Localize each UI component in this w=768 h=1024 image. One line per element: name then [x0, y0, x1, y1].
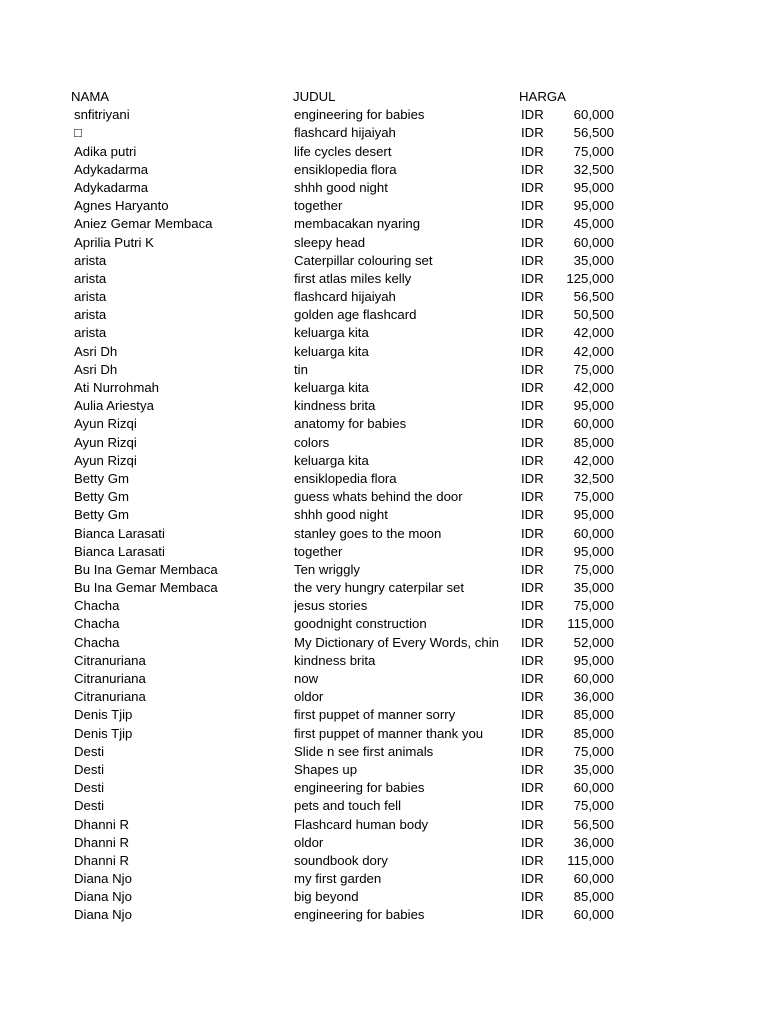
table-row — [0, 816, 768, 834]
row-name: Bu Ina Gemar Membaca — [74, 580, 218, 596]
row-currency: IDR — [521, 816, 544, 832]
row-currency: IDR — [521, 216, 544, 232]
row-price: 95,000 — [573, 179, 614, 195]
row-title: Shapes up — [294, 761, 358, 777]
table-row — [0, 597, 768, 615]
row-name: Betty Gm — [74, 470, 129, 486]
row-currency: IDR — [521, 179, 544, 195]
row-price: 95,000 — [573, 198, 614, 214]
table-row — [0, 561, 768, 579]
table-row — [0, 761, 768, 779]
table-row — [0, 543, 768, 561]
row-title: first puppet of manner thank you — [294, 725, 484, 741]
row-name: arista — [74, 307, 107, 323]
row-name: arista — [74, 289, 107, 305]
row-currency: IDR — [521, 761, 544, 777]
row-title: Caterpillar colouring set — [294, 252, 433, 268]
row-title: oldor — [294, 834, 324, 850]
row-currency: IDR — [521, 671, 544, 686]
table-row — [0, 324, 768, 342]
table-row — [0, 852, 768, 870]
row-currency: IDR — [521, 616, 544, 632]
row-title: shhh good night — [294, 507, 388, 523]
row-title: my first garden — [294, 871, 382, 887]
table-row — [0, 506, 768, 524]
row-name: Diana Njo — [74, 907, 132, 923]
row-name: arista — [74, 270, 107, 286]
row-title: membacakan nyaring — [294, 216, 421, 232]
row-name: Aniez Gemar Membaca — [74, 216, 213, 232]
row-name: Ayun Rizqi — [74, 452, 137, 468]
table-row — [0, 343, 768, 361]
table-row — [0, 652, 768, 670]
row-currency: IDR — [521, 470, 544, 486]
header-title: JUDUL — [293, 89, 336, 104]
table-row — [0, 470, 768, 488]
row-price: 42,000 — [573, 343, 614, 359]
row-currency: IDR — [521, 434, 544, 450]
row-currency: IDR — [521, 725, 544, 741]
row-currency: IDR — [521, 143, 544, 159]
table-row — [0, 579, 768, 597]
row-title: kindness brita — [294, 652, 376, 668]
row-currency: IDR — [521, 834, 544, 850]
row-name: Adika putri — [74, 143, 137, 159]
row-currency: IDR — [521, 252, 544, 268]
row-currency: IDR — [521, 907, 544, 923]
header-name: NAMA — [71, 89, 110, 104]
row-currency: IDR — [521, 307, 544, 323]
row-currency: IDR — [521, 289, 544, 305]
row-name: arista — [74, 325, 107, 341]
row-price: 60,000 — [573, 234, 614, 250]
table-row — [0, 670, 768, 688]
row-name: Aprilia Putri K — [74, 234, 154, 250]
row-name: Desti — [74, 798, 105, 814]
row-name: Chacha — [74, 634, 120, 650]
row-price: 36,000 — [573, 834, 614, 850]
row-title: shhh good night — [294, 179, 388, 195]
row-currency: IDR — [521, 507, 544, 523]
row-name: arista — [74, 252, 107, 268]
table-row — [0, 688, 768, 706]
row-title: oldor — [294, 689, 324, 705]
row-price: 95,000 — [573, 652, 614, 668]
row-title: flashcard hijaiyah — [294, 125, 396, 141]
row-name: Betty Gm — [74, 489, 129, 505]
row-price: 42,000 — [573, 325, 614, 341]
row-title: soundbook dory — [294, 852, 388, 868]
row-title: keluarga kita — [294, 452, 369, 468]
row-price: 35,000 — [573, 252, 614, 268]
row-currency: IDR — [521, 525, 544, 541]
table-row — [0, 288, 768, 306]
row-title: engineering for babies — [294, 907, 425, 923]
row-price: 60,000 — [573, 907, 614, 923]
table-row — [0, 124, 768, 142]
row-name: Desti — [74, 743, 105, 759]
row-price: 85,000 — [573, 434, 614, 450]
row-title: kindness brita — [294, 398, 376, 414]
row-currency: IDR — [521, 871, 544, 887]
row-title: tin — [294, 361, 308, 377]
row-price: 56,500 — [573, 289, 614, 305]
row-price: 60,000 — [573, 780, 614, 796]
table-row — [0, 143, 768, 161]
row-currency: IDR — [521, 361, 544, 377]
row-currency: IDR — [521, 580, 544, 596]
row-name: Bianca Larasati — [74, 543, 165, 559]
table-row — [0, 725, 768, 743]
row-currency: IDR — [521, 561, 544, 577]
row-price: 52,000 — [573, 634, 614, 650]
row-currency: IDR — [521, 125, 544, 141]
table-row — [0, 834, 768, 852]
row-currency: IDR — [521, 198, 544, 214]
row-currency: IDR — [521, 652, 544, 668]
row-currency: IDR — [521, 707, 544, 723]
row-price: 115,000 — [567, 852, 614, 868]
row-currency: IDR — [521, 343, 544, 359]
row-title: keluarga kita — [294, 380, 369, 395]
row-price: 85,000 — [573, 725, 614, 741]
row-name: Dhanni R — [74, 816, 129, 832]
spreadsheet-table — [0, 88, 768, 925]
row-title: first puppet of manner sorry — [294, 707, 456, 723]
table-row — [0, 634, 768, 652]
row-currency: IDR — [521, 380, 544, 395]
row-name: Denis Tjip — [74, 725, 133, 741]
row-price: 95,000 — [573, 507, 614, 523]
table-row — [0, 106, 768, 124]
row-currency: IDR — [521, 234, 544, 250]
row-currency: IDR — [521, 452, 544, 468]
header-price: HARGA — [519, 89, 566, 104]
row-price: 60,000 — [573, 671, 614, 686]
row-title: pets and touch fell — [294, 798, 402, 814]
row-name: Desti — [74, 761, 105, 777]
row-price: 75,000 — [573, 489, 614, 505]
row-price: 75,000 — [573, 743, 614, 759]
row-currency: IDR — [521, 889, 544, 905]
row-price: 60,000 — [573, 525, 614, 541]
table-row — [0, 452, 768, 470]
table-row — [0, 525, 768, 543]
row-price: 95,000 — [573, 398, 614, 414]
row-title: life cycles desert — [294, 143, 392, 159]
row-currency: IDR — [521, 489, 544, 505]
row-name: Asri Dh — [74, 343, 118, 359]
row-name: Asri Dh — [74, 361, 118, 377]
row-title: together — [294, 543, 343, 559]
row-title: ensiklopedia flora — [294, 470, 397, 486]
row-price: 75,000 — [573, 143, 614, 159]
row-title: now — [294, 671, 319, 686]
table-row — [0, 779, 768, 797]
row-name: Aulia Ariestya — [74, 398, 154, 414]
row-title: sleepy head — [294, 234, 366, 250]
row-currency: IDR — [521, 270, 544, 286]
row-name: Chacha — [74, 598, 120, 614]
row-title: Ten wriggly — [294, 561, 360, 577]
row-price: 75,000 — [573, 798, 614, 814]
table-row — [0, 415, 768, 433]
table-row — [0, 197, 768, 215]
row-name: Ayun Rizqi — [74, 434, 137, 450]
row-title: flashcard hijaiyah — [294, 289, 396, 305]
row-currency: IDR — [521, 798, 544, 814]
row-title: anatomy for babies — [294, 416, 407, 432]
row-name: □ — [74, 125, 82, 141]
row-price: 32,500 — [573, 470, 614, 486]
row-title: My Dictionary of Every Words, chin — [294, 634, 499, 650]
row-title: engineering for babies — [294, 780, 425, 796]
row-name: Adykadarma — [74, 179, 149, 195]
row-name: Denis Tjip — [74, 707, 133, 723]
table-row — [0, 488, 768, 506]
row-price: 35,000 — [573, 580, 614, 596]
row-price: 60,000 — [573, 107, 614, 123]
table-body — [0, 106, 768, 924]
row-name: Ati Nurrohmah — [74, 380, 160, 395]
table-row — [0, 870, 768, 888]
row-price: 35,000 — [573, 761, 614, 777]
row-currency: IDR — [521, 325, 544, 341]
row-name: Diana Njo — [74, 889, 132, 905]
row-currency: IDR — [521, 780, 544, 796]
table-row — [0, 215, 768, 233]
row-name: Dhanni R — [74, 834, 129, 850]
row-currency: IDR — [521, 416, 544, 432]
row-title: guess whats behind the door — [294, 489, 463, 505]
row-title: keluarga kita — [294, 343, 369, 359]
row-price: 42,000 — [573, 452, 614, 468]
row-title: colors — [294, 434, 330, 450]
table-row — [0, 161, 768, 179]
row-price: 60,000 — [573, 871, 614, 887]
row-name: Ayun Rizqi — [74, 416, 137, 432]
row-title: ensiklopedia flora — [294, 161, 397, 177]
row-title: Flashcard human body — [294, 816, 429, 832]
row-price: 95,000 — [573, 543, 614, 559]
row-name: Citranuriana — [74, 689, 146, 705]
row-name: Diana Njo — [74, 871, 132, 887]
row-name: snfitriyani — [74, 107, 130, 123]
row-title: jesus stories — [294, 598, 368, 614]
row-price: 42,000 — [573, 380, 614, 395]
header-row — [0, 88, 768, 106]
table-row — [0, 615, 768, 633]
row-currency: IDR — [521, 689, 544, 705]
row-currency: IDR — [521, 398, 544, 414]
row-name: Adykadarma — [74, 161, 149, 177]
row-price: 36,000 — [573, 689, 614, 705]
row-title: Slide n see first animals — [294, 743, 434, 759]
row-price: 85,000 — [573, 707, 614, 723]
row-title: the very hungry caterpilar set — [294, 580, 465, 596]
row-currency: IDR — [521, 161, 544, 177]
table-row — [0, 361, 768, 379]
table-row — [0, 706, 768, 724]
row-name: Betty Gm — [74, 507, 129, 523]
table-row — [0, 379, 768, 397]
table-row — [0, 252, 768, 270]
row-price: 32,500 — [573, 161, 614, 177]
row-price: 125,000 — [566, 270, 614, 286]
row-currency: IDR — [521, 852, 544, 868]
table-row — [0, 306, 768, 324]
table-row — [0, 234, 768, 252]
row-name: Bu Ina Gemar Membaca — [74, 561, 218, 577]
table-row — [0, 179, 768, 197]
row-title: engineering for babies — [294, 107, 425, 123]
table-row — [0, 434, 768, 452]
row-currency: IDR — [521, 634, 544, 650]
table-row — [0, 797, 768, 815]
table-row — [0, 743, 768, 761]
row-name: Citranuriana — [74, 652, 146, 668]
row-currency: IDR — [521, 107, 544, 123]
row-title: golden age flashcard — [294, 307, 417, 323]
row-price: 45,000 — [573, 216, 614, 232]
row-title: keluarga kita — [294, 325, 369, 341]
row-currency: IDR — [521, 543, 544, 559]
row-title: stanley goes to the moon — [294, 525, 442, 541]
row-price: 75,000 — [573, 561, 614, 577]
row-name: Dhanni R — [74, 852, 129, 868]
row-price: 56,500 — [573, 125, 614, 141]
row-title: goodnight construction — [294, 616, 427, 632]
row-price: 56,500 — [573, 816, 614, 832]
row-name: Bianca Larasati — [74, 525, 165, 541]
row-currency: IDR — [521, 598, 544, 614]
row-price: 115,000 — [567, 616, 614, 632]
table-row — [0, 397, 768, 415]
row-name: Desti — [74, 780, 105, 796]
row-title: big beyond — [294, 889, 359, 905]
row-name: Agnes Haryanto — [74, 198, 169, 214]
table-row — [0, 888, 768, 906]
table-row — [0, 270, 768, 288]
row-price: 75,000 — [573, 361, 614, 377]
row-price: 75,000 — [573, 598, 614, 614]
row-price: 85,000 — [573, 889, 614, 905]
row-title: first atlas miles kelly — [294, 270, 412, 286]
table-row — [0, 906, 768, 924]
row-currency: IDR — [521, 743, 544, 759]
row-name: Citranuriana — [74, 671, 146, 686]
row-title: together — [294, 198, 343, 214]
row-price: 60,000 — [573, 416, 614, 432]
row-price: 50,500 — [573, 307, 614, 323]
row-name: Chacha — [74, 616, 120, 632]
